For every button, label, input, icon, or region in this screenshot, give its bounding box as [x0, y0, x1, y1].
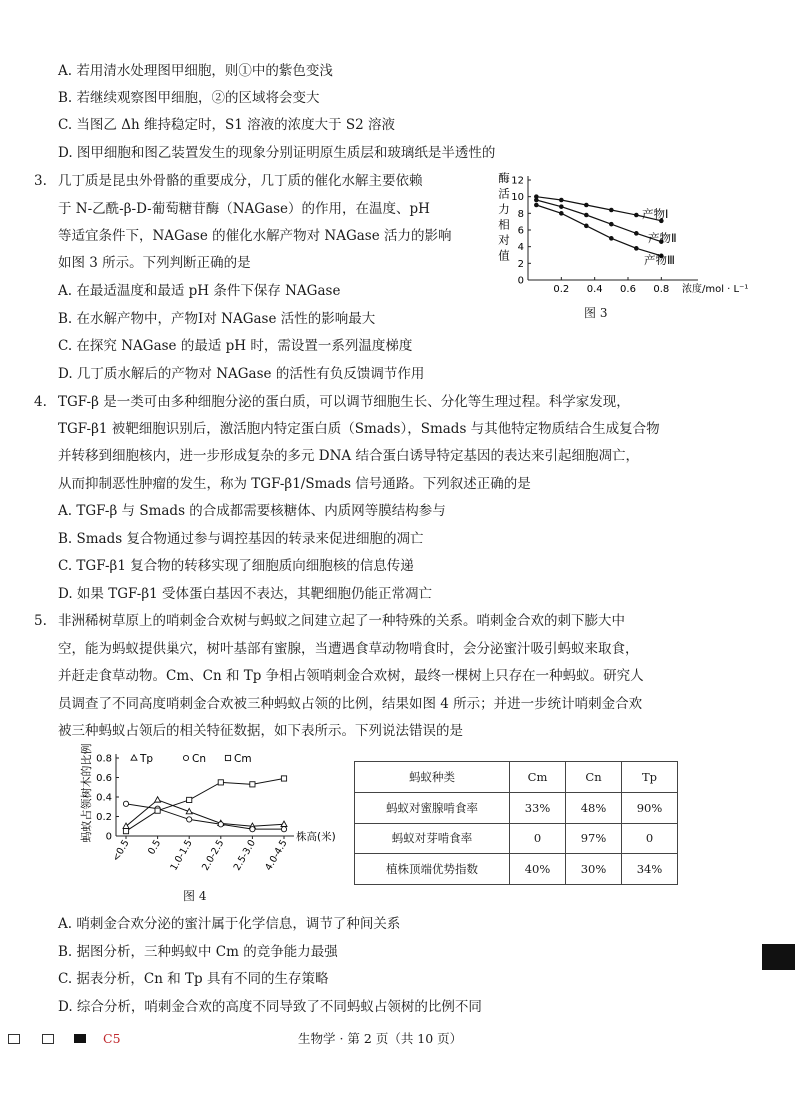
table-cell: 0 [510, 823, 566, 854]
x-tick-label: 0.5 [146, 838, 164, 857]
q4-option-d: D. 如果 TGF-β1 受体蛋白基因不表达，其靶细胞仍能正常凋亡 [58, 586, 433, 602]
q5-option-a: A. 哨刺金合欢分泌的蜜汁属于化学信息，调节了种间关系 [58, 916, 401, 932]
table-row [355, 854, 678, 885]
data-point [281, 776, 286, 781]
x-tick-label: 0.6 [620, 284, 636, 295]
x-axis-label: 浓度/mol · L⁻¹ [682, 284, 749, 295]
data-point [534, 198, 539, 203]
table-cell: 30% [566, 854, 622, 885]
data-point [218, 780, 223, 785]
x-axis-label: 株高(米) [296, 831, 336, 843]
series-line-Cm [126, 778, 284, 831]
y-tick-label: 2 [517, 258, 524, 270]
q3-option-d: D. 几丁质水解后的产物对 NAGase 的活性有负反馈调节作用 [58, 366, 425, 382]
q5-stem-line: 并赶走食草动物。Cm、Cn 和 Tp 争相占领哨刺金合欢树，最终一棵树上只存在一种蚂蚁。研究人 [58, 668, 644, 684]
table-cell: 48% [566, 792, 622, 823]
data-point [559, 204, 564, 209]
data-point [609, 236, 614, 241]
table-cell: 40% [510, 854, 566, 885]
data-point [281, 827, 286, 832]
y-axis-label-char: 值 [498, 248, 510, 263]
y-axis-label-char: 相 [498, 217, 510, 232]
data-point [155, 797, 161, 802]
figure-3-caption: 图 3 [584, 306, 608, 320]
table-header-cell: 蚂蚁种类 [355, 762, 510, 793]
q4-stem-line: 从而抑制恶性肿瘤的发生，称为 TGF-β1/Smads 信号通路。下列叙述正确的是 [58, 476, 531, 492]
data-point [155, 808, 160, 813]
table-cell: 90% [622, 792, 678, 823]
data-point [187, 817, 192, 822]
q4-number: 4. [34, 394, 47, 410]
data-point [634, 231, 639, 236]
ant-trait-table [354, 761, 678, 885]
series-label: 产物Ⅱ [648, 231, 677, 245]
legend-label: Cn [192, 753, 206, 765]
table-row [355, 823, 678, 854]
series-label: 产物Ⅰ [642, 207, 669, 221]
table-cell: 0 [622, 823, 678, 854]
legend-label: Cm [234, 753, 252, 765]
footer-box-icon [42, 1034, 54, 1044]
y-tick-label: 0 [105, 831, 112, 843]
q3-number: 3. [34, 173, 47, 189]
data-point [250, 827, 255, 832]
legend-label: Tp [140, 753, 154, 765]
q4-stem-line: 并转移到细胞核内，进一步形成复杂的多元 DNA 结合蛋白诱导特定基因的表达来引起细胞凋亡， [58, 448, 639, 464]
q3-stem-line: 几丁质是昆虫外骨骼的重要成分，几丁质的催化水解主要依赖 [58, 173, 423, 189]
footer-box-icon [8, 1034, 20, 1044]
q4-option-b: B. Smads 复合物通过参与调控基因的转录来促进细胞的凋亡 [58, 531, 424, 547]
q5-number: 5. [34, 613, 47, 629]
figure-3-chart [490, 168, 749, 296]
q4-option-a: A. TGF-β 与 Smads 的合成都需要核糖体、内质网等膜结构参与 [58, 503, 446, 519]
data-point [584, 213, 589, 218]
y-axis-label-char: 对 [498, 233, 510, 247]
data-point [534, 203, 539, 208]
x-tick-label: 2.5-3.0 [231, 838, 258, 873]
y-tick-label: 4 [517, 242, 524, 254]
q4-stem-line: TGF-β 是一类可由多种细胞分泌的蛋白质，可以调节细胞生长、分化等生理过程。科学家发现， [58, 394, 630, 410]
q5-stem-line: 员调查了不同高度哨刺金合欢被三种蚂蚁占领的比例，结果如图 4 所示；并进一步统计哨刺金合欢 [58, 696, 643, 712]
table-cell: 植株顶端优势指数 [355, 854, 510, 885]
table-cell: 34% [622, 854, 678, 885]
x-tick-label: 0.4 [586, 284, 603, 295]
data-point [123, 801, 128, 806]
table-row [355, 792, 678, 823]
y-tick-label: 8 [517, 208, 524, 220]
prev-option-a: A. 若用清水处理图甲细胞，则①中的紫色变浅 [58, 63, 333, 79]
data-point [634, 213, 639, 218]
q3-stem-line: 如图 3 所示。下列判断正确的是 [58, 255, 251, 271]
y-tick-label: 0 [517, 275, 524, 287]
side-tab-marker [762, 944, 795, 970]
footer-code: C5 [103, 1031, 121, 1046]
q5-option-c: C. 据表分析，Cn 和 Tp 具有不同的生存策略 [58, 971, 329, 987]
q5-option-d: D. 综合分析，哨刺金合欢的高度不同导致了不同蚂蚁占领树的比例不同 [58, 999, 482, 1015]
y-tick-label: 0.8 [96, 753, 112, 765]
q5-option-b: B. 据图分析，三种蚂蚁中 Cm 的竞争能力最强 [58, 944, 338, 960]
series-label: 产物Ⅲ [644, 253, 675, 267]
data-point [123, 829, 128, 834]
q3-option-c: C. 在探究 NAGase 的最适 pH 时，需设置一系列温度梯度 [58, 338, 413, 354]
q5-stem-line: 非洲稀树草原上的哨刺金合欢树与蚂蚁之间建立起了一种特殊的关系。哨刺金合欢的刺下膨大中 [58, 613, 625, 629]
data-point [609, 208, 614, 213]
legend-marker [183, 755, 188, 760]
x-tick-label: 0.8 [653, 284, 670, 295]
q3-stem-line: 于 N-乙酰-β-D-葡萄糖苷酶（NAGase）的作用，在温度、pH [58, 201, 430, 217]
y-axis-label-char: 活 [498, 186, 510, 201]
data-point [559, 198, 564, 203]
data-point [584, 224, 589, 229]
y-tick-label: 6 [517, 225, 524, 237]
table-header-cell: Cn [566, 762, 622, 793]
y-tick-label: 0.2 [96, 812, 112, 823]
y-axis-label-char: 酶 [498, 171, 510, 185]
data-point [218, 822, 223, 827]
prev-option-c: C. 当图乙 Δh 维持稳定时，S1 溶液的浓度大于 S2 溶液 [58, 117, 396, 133]
prev-option-b: B. 若继续观察图甲细胞，②的区域将会变大 [58, 90, 320, 106]
prev-option-d: D. 图甲细胞和图乙装置发生的现象分别证明原生质层和玻璃纸是半透性的 [58, 145, 496, 161]
data-point [559, 211, 564, 216]
figure-4-chart [78, 743, 338, 890]
legend-marker [225, 755, 230, 760]
data-point [187, 797, 192, 802]
data-point [634, 246, 639, 251]
q4-option-c: C. TGF-β1 复合物的转移实现了细胞质向细胞核的信息传递 [58, 558, 414, 574]
y-axis-label: 蚂蚁占领树木的比例 [80, 743, 93, 843]
x-tick-label: 1.0-1.5 [168, 838, 195, 873]
data-point [584, 203, 589, 208]
q5-stem-line: 空，能为蚂蚁提供巢穴，树叶基部有蜜腺，当遭遇食草动物啃食时，会分泌蜜汁吸引蚂蚁来取食， [58, 641, 639, 657]
y-tick-label: 0.6 [96, 773, 112, 784]
y-axis-label-char: 力 [498, 202, 510, 216]
footer-page-text: 生物学 · 第 2 页（共 10 页） [298, 1031, 463, 1046]
table-header-row [355, 762, 678, 793]
data-point [250, 782, 255, 787]
legend-marker [131, 755, 137, 760]
y-tick-label: 12 [511, 175, 524, 187]
figure-4-caption: 图 4 [183, 889, 207, 903]
y-tick-label: 10 [511, 192, 524, 204]
q3-stem-line: 等适宜条件下，NAGase 的催化水解产物对 NAGase 活力的影响 [58, 228, 452, 244]
q4-stem-line: TGF-β1 被靶细胞识别后，激活胞内特定蛋白质（Smads），Smads 与其他特定物质结合生成复合物 [58, 421, 660, 437]
q5-stem-line: 被三种蚂蚁占领后的相关特征数据，如下表所示。下列说法错误的是 [58, 723, 463, 739]
footer-filled-box-icon [74, 1034, 86, 1043]
q3-option-b: B. 在水解产物中，产物Ⅰ对 NAGase 活性的影响最大 [58, 311, 376, 327]
table-header-cell: Cm [510, 762, 566, 793]
x-tick-label: 0.2 [553, 284, 570, 295]
x-tick-label: 2.0-2.5 [200, 838, 227, 873]
table-cell: 97% [566, 823, 622, 854]
table-cell: 33% [510, 792, 566, 823]
x-tick-label: <0.5 [110, 838, 132, 864]
table-header-cell: Tp [622, 762, 678, 793]
table-cell: 蚂蚁对蜜腺啃食率 [355, 792, 510, 823]
data-point [609, 222, 614, 227]
q3-option-a: A. 在最适温度和最适 pH 条件下保存 NAGase [58, 283, 341, 299]
x-tick-label: 4.0-4.5 [263, 838, 290, 873]
y-tick-label: 0.4 [96, 792, 112, 804]
table-cell: 蚂蚁对芽啃食率 [355, 823, 510, 854]
data-point [281, 821, 287, 826]
